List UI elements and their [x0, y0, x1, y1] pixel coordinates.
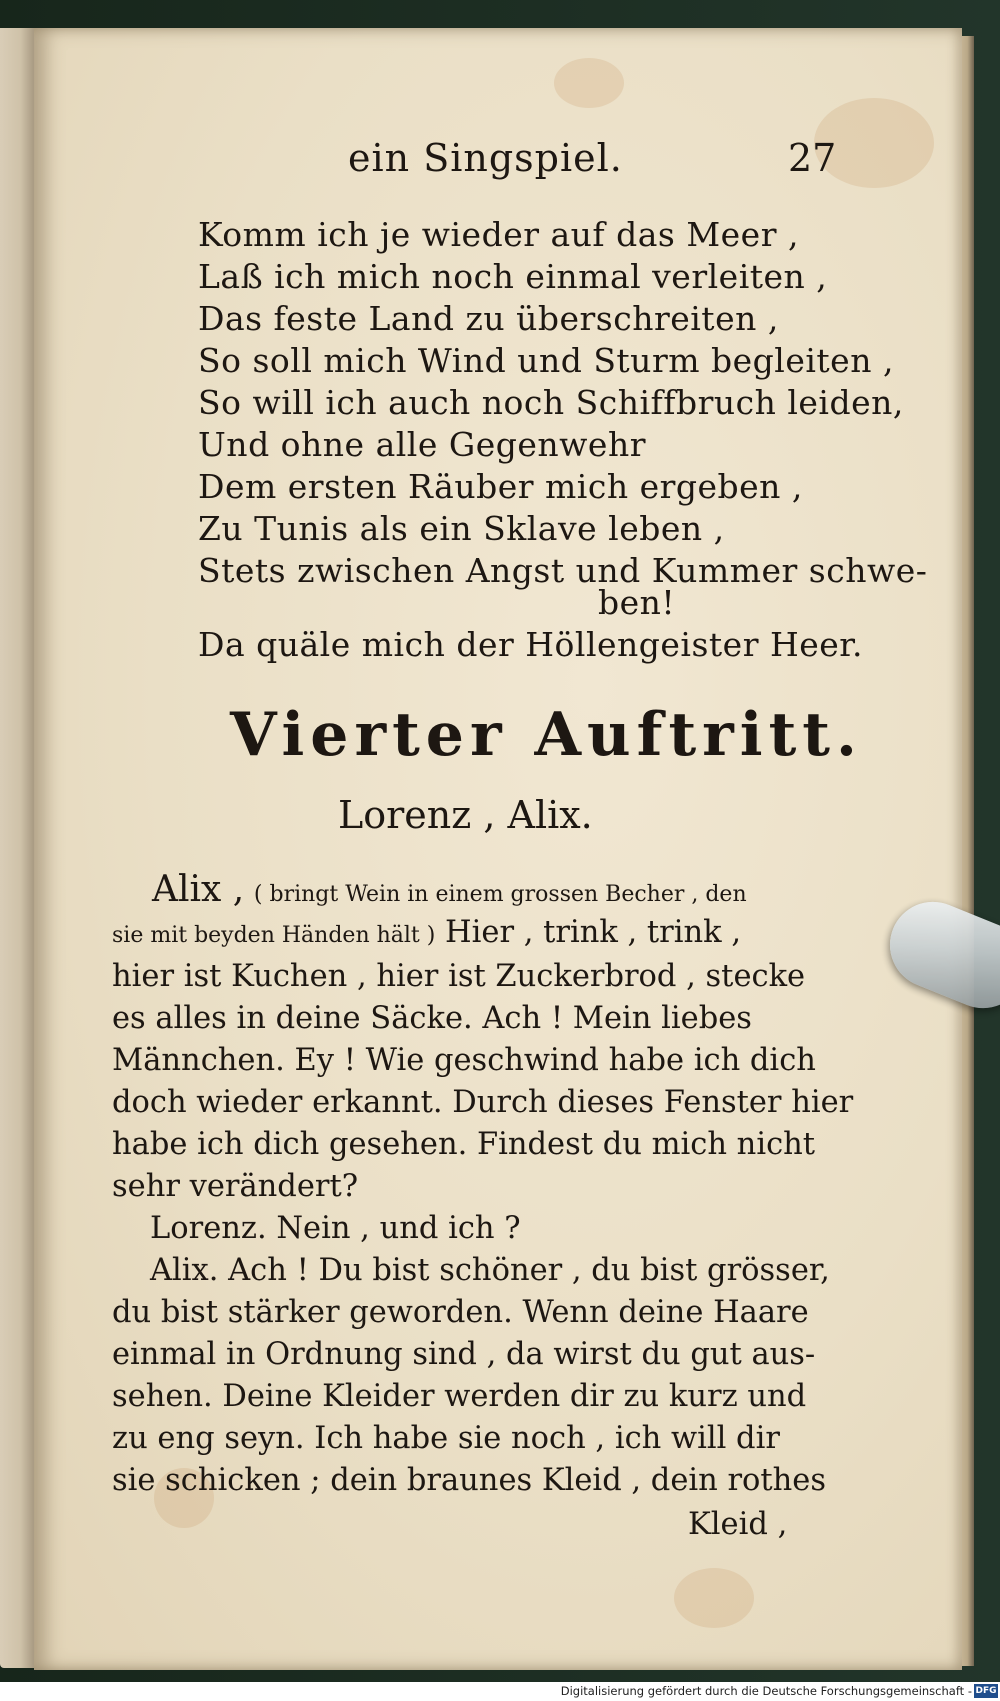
- prose-line: [112, 915, 742, 950]
- prose-line: Alix. Ach ! Du bist schöner , du bist grösser,: [150, 1253, 830, 1288]
- prose-line: du bist stärker geworden. Wenn deine Haare: [112, 1295, 809, 1330]
- verse-line: Das feste Land zu überschreiten ,: [198, 299, 779, 338]
- speaker-name: [152, 869, 747, 910]
- verse-line: ben!: [598, 583, 676, 622]
- funding-credit: Digitalisierung gefördert durch die Deutsche Forschungsgemeinschaft -: [560, 1684, 972, 1698]
- foxing-stain: [554, 58, 624, 108]
- prose-line: zu eng seyn. Ich habe sie noch , ich will dir: [112, 1421, 780, 1456]
- prose-line: hier ist Kuchen , hier ist Zuckerbrod , stecke: [112, 959, 806, 994]
- scene-speakers: Lorenz , Alix.: [338, 793, 593, 837]
- dfg-logo: DFG: [975, 1686, 997, 1696]
- prose-line: sehr verändert?: [112, 1169, 359, 1204]
- verse-line: Laß ich mich noch einmal verleiten ,: [198, 257, 828, 296]
- prose-line: Kleid ,: [688, 1507, 788, 1542]
- verse-line: Und ohne alle Gegenwehr: [198, 425, 646, 464]
- verse-line: So will ich auch noch Schiffbruch leiden,: [198, 383, 904, 422]
- running-title: ein Singspiel.: [348, 136, 623, 180]
- prose-line: doch wieder erkannt. Durch dieses Fenster hier: [112, 1085, 854, 1120]
- verse-line: Komm ich je wieder auf das Meer ,: [198, 215, 799, 254]
- prose-line: Männchen. Ey ! Wie geschwind habe ich dich: [112, 1043, 816, 1078]
- page-number: 27: [788, 136, 837, 180]
- verse-line: So soll mich Wind und Sturm begleiten ,: [198, 341, 894, 380]
- scene-heading: Vierter Auftritt.: [230, 700, 863, 770]
- prose-line: es alles in deine Säcke. Ach ! Mein liebes: [112, 1001, 752, 1036]
- foxing-stain: [674, 1568, 754, 1628]
- stage-direction: ( bringt Wein in einem grossen Becher , den: [253, 882, 747, 907]
- verse-line: Zu Tunis als ein Sklave leben ,: [198, 509, 725, 548]
- speaker-alix: Alix ,: [152, 869, 245, 910]
- prose-text: Hier , trink , trink ,: [445, 915, 742, 950]
- prose-line: sie schicken ; dein braunes Kleid , dein rothes: [112, 1463, 827, 1498]
- prose-line: habe ich dich gesehen. Findest du mich nicht: [112, 1127, 816, 1162]
- facing-page-edge: [0, 28, 34, 1668]
- prose-line: sehen. Deine Kleider werden dir zu kurz und: [112, 1379, 807, 1414]
- prose-line: einmal in Ordnung sind , da wirst du gut aus-: [112, 1337, 816, 1372]
- prose-line: Lorenz. Nein , und ich ?: [150, 1211, 521, 1246]
- verse-line: Dem ersten Räuber mich ergeben ,: [198, 467, 803, 506]
- stage-direction: sie mit beyden Händen hält ): [112, 923, 436, 948]
- verse-line: Stets zwischen Angst und Kummer schwe-: [198, 551, 928, 590]
- verse-line: Da quäle mich der Höllengeister Heer.: [198, 625, 863, 664]
